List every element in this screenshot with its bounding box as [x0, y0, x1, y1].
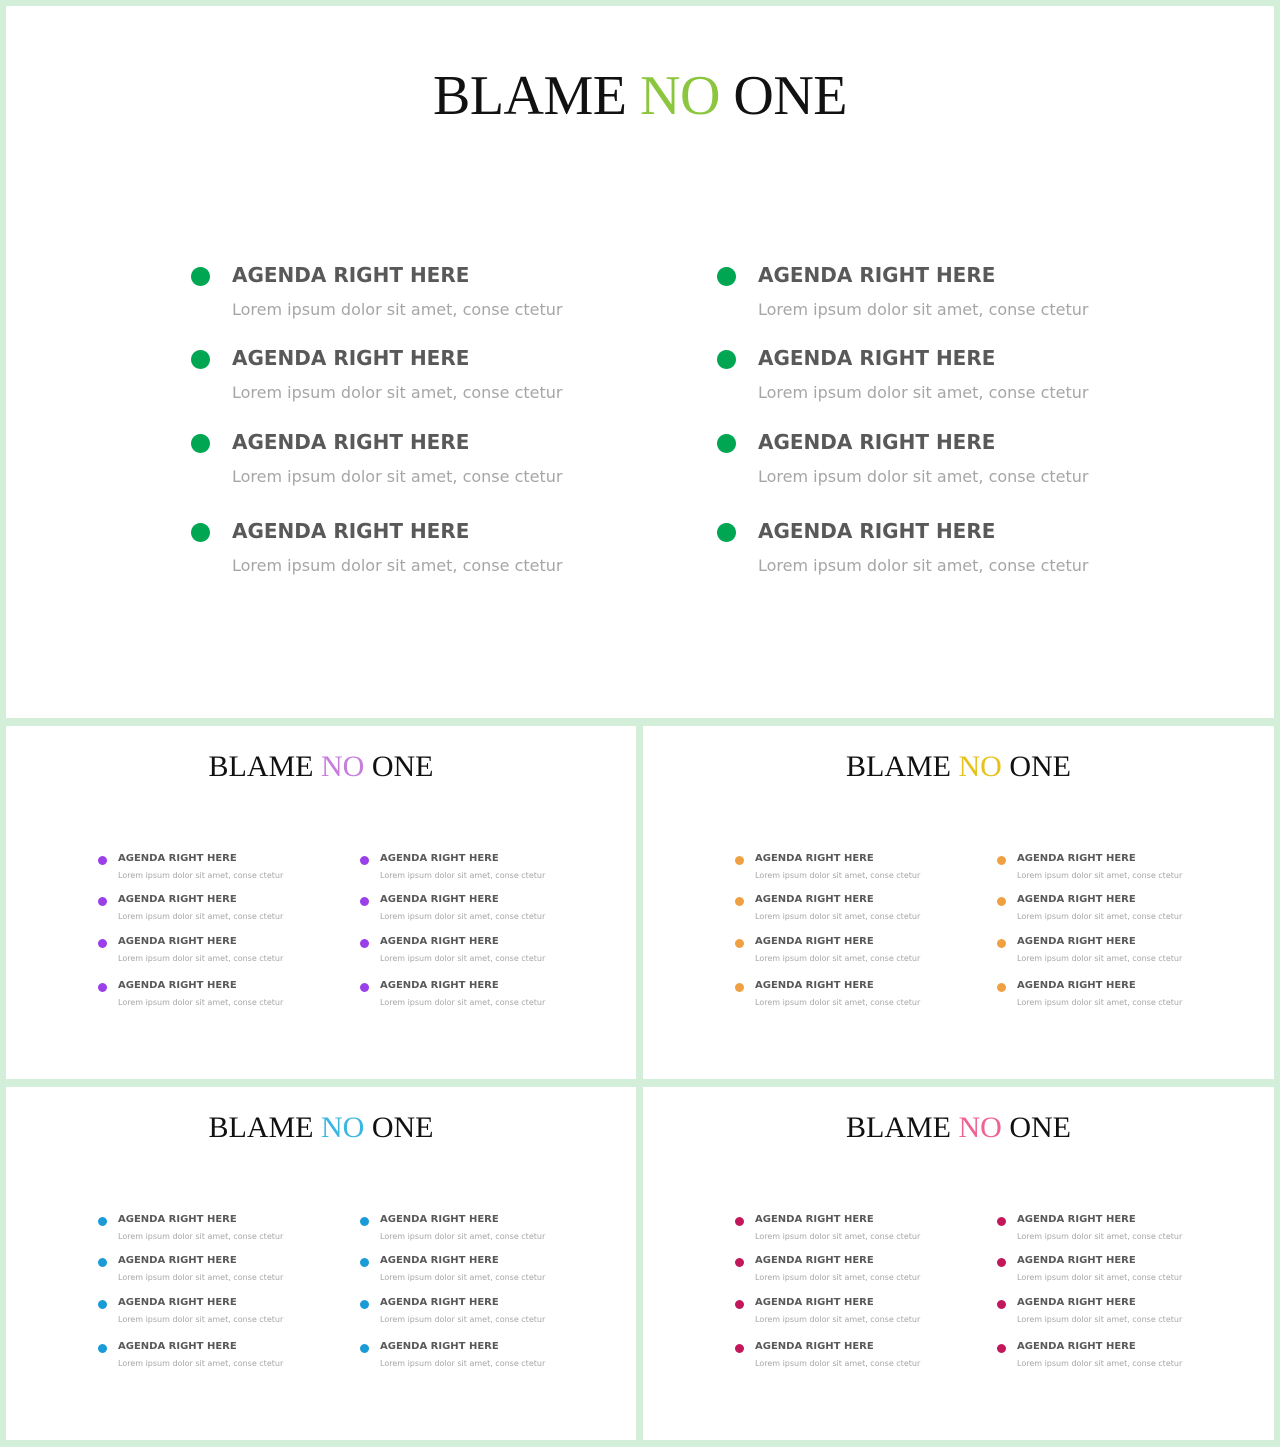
title-accent: NO [640, 65, 720, 127]
title-part-1: BLAME [433, 65, 640, 127]
title-part-1: BLAME [846, 1111, 959, 1144]
agenda-heading: AGENDA RIGHT HERE [1017, 1214, 1136, 1225]
bullet-dot-icon [735, 939, 744, 948]
bullet-dot-icon [997, 1258, 1006, 1267]
bullet-dot-icon [360, 939, 369, 948]
bullet-dot-icon [191, 434, 210, 453]
agenda-heading: AGENDA RIGHT HERE [1017, 980, 1136, 991]
bullet-dot-icon [997, 1344, 1006, 1353]
bullet-dot-icon [735, 983, 744, 992]
agenda-text: Lorem ipsum dolor sit amet, conse ctetur [118, 871, 284, 880]
agenda-text: Lorem ipsum dolor sit amet, conse ctetur [1017, 954, 1183, 963]
bullet-dot-icon [735, 897, 744, 906]
agenda-heading: AGENDA RIGHT HERE [380, 936, 499, 947]
agenda-text: Lorem ipsum dolor sit amet, conse ctetur [755, 954, 921, 963]
agenda-heading: AGENDA RIGHT HERE [380, 853, 499, 864]
agenda-heading: AGENDA RIGHT HERE [118, 936, 237, 947]
agenda-text: Lorem ipsum dolor sit amet, conse ctetur [380, 871, 546, 880]
slide-title [643, 1111, 1274, 1145]
agenda-heading: AGENDA RIGHT HERE [232, 519, 470, 543]
slide-thumbnail-purple[interactable] [6, 726, 636, 1079]
agenda-text: Lorem ipsum dolor sit amet, conse ctetur [118, 1359, 284, 1368]
agenda-heading: AGENDA RIGHT HERE [118, 853, 237, 864]
agenda-heading: AGENDA RIGHT HERE [758, 519, 996, 543]
bullet-dot-icon [735, 1344, 744, 1353]
bullet-dot-icon [735, 856, 744, 865]
agenda-heading: AGENDA RIGHT HERE [755, 1297, 874, 1308]
title-part-2: ONE [364, 1111, 434, 1144]
bullet-dot-icon [997, 1300, 1006, 1309]
title-accent: NO [958, 1111, 1002, 1144]
title-accent: NO [958, 750, 1002, 783]
agenda-heading: AGENDA RIGHT HERE [1017, 936, 1136, 947]
agenda-heading: AGENDA RIGHT HERE [232, 346, 470, 370]
bullet-dot-icon [98, 1300, 107, 1309]
agenda-heading: AGENDA RIGHT HERE [755, 894, 874, 905]
agenda-text: Lorem ipsum dolor sit amet, conse ctetur [232, 300, 563, 319]
slide-thumbnail-orange[interactable] [643, 726, 1274, 1079]
agenda-text: Lorem ipsum dolor sit amet, conse ctetur [755, 1315, 921, 1324]
agenda-heading: AGENDA RIGHT HERE [118, 1341, 237, 1352]
agenda-heading: AGENDA RIGHT HERE [758, 263, 996, 287]
agenda-heading: AGENDA RIGHT HERE [380, 1341, 499, 1352]
bullet-dot-icon [735, 1258, 744, 1267]
bullet-dot-icon [191, 267, 210, 286]
agenda-text: Lorem ipsum dolor sit amet, conse ctetur [118, 1315, 284, 1324]
bullet-dot-icon [997, 983, 1006, 992]
agenda-heading: AGENDA RIGHT HERE [232, 430, 470, 454]
bullet-dot-icon [997, 856, 1006, 865]
agenda-text: Lorem ipsum dolor sit amet, conse ctetur [1017, 998, 1183, 1007]
slide-title [6, 64, 1274, 128]
slide-title [643, 750, 1274, 784]
agenda-text: Lorem ipsum dolor sit amet, conse ctetur [1017, 871, 1183, 880]
agenda-heading: AGENDA RIGHT HERE [380, 1214, 499, 1225]
agenda-heading: AGENDA RIGHT HERE [118, 1255, 237, 1266]
bullet-dot-icon [98, 1344, 107, 1353]
agenda-text: Lorem ipsum dolor sit amet, conse ctetur [118, 954, 284, 963]
title-part-1: BLAME [846, 750, 959, 783]
bullet-dot-icon [717, 267, 736, 286]
agenda-heading: AGENDA RIGHT HERE [758, 346, 996, 370]
slide-main [6, 6, 1274, 718]
agenda-text: Lorem ipsum dolor sit amet, conse ctetur [1017, 912, 1183, 921]
agenda-text: Lorem ipsum dolor sit amet, conse ctetur [755, 1232, 921, 1241]
agenda-heading: AGENDA RIGHT HERE [118, 1297, 237, 1308]
agenda-heading: AGENDA RIGHT HERE [380, 1255, 499, 1266]
agenda-text: Lorem ipsum dolor sit amet, conse ctetur [380, 912, 546, 921]
bullet-dot-icon [717, 350, 736, 369]
title-accent: NO [321, 750, 365, 783]
slide-thumbnail-blue[interactable] [6, 1087, 636, 1440]
title-part-1: BLAME [208, 1111, 321, 1144]
agenda-heading: AGENDA RIGHT HERE [232, 263, 470, 287]
bullet-dot-icon [360, 897, 369, 906]
title-part-1: BLAME [208, 750, 321, 783]
bullet-dot-icon [98, 983, 107, 992]
bullet-dot-icon [735, 1217, 744, 1226]
title-part-2: ONE [719, 65, 847, 127]
bullet-dot-icon [98, 856, 107, 865]
bullet-dot-icon [997, 939, 1006, 948]
agenda-text: Lorem ipsum dolor sit amet, conse ctetur [232, 556, 563, 575]
agenda-text: Lorem ipsum dolor sit amet, conse ctetur [755, 998, 921, 1007]
agenda-text: Lorem ipsum dolor sit amet, conse ctetur [758, 556, 1089, 575]
agenda-text: Lorem ipsum dolor sit amet, conse ctetur [755, 912, 921, 921]
title-part-2: ONE [364, 750, 434, 783]
agenda-text: Lorem ipsum dolor sit amet, conse ctetur [380, 998, 546, 1007]
agenda-text: Lorem ipsum dolor sit amet, conse ctetur [380, 1232, 546, 1241]
agenda-text: Lorem ipsum dolor sit amet, conse ctetur [758, 383, 1089, 402]
agenda-text: Lorem ipsum dolor sit amet, conse ctetur [755, 1273, 921, 1282]
agenda-heading: AGENDA RIGHT HERE [755, 980, 874, 991]
slide-thumbnail-red[interactable] [643, 1087, 1274, 1440]
agenda-text: Lorem ipsum dolor sit amet, conse ctetur [755, 871, 921, 880]
agenda-heading: AGENDA RIGHT HERE [118, 980, 237, 991]
bullet-dot-icon [360, 1217, 369, 1226]
slide-title [6, 1111, 636, 1145]
agenda-heading: AGENDA RIGHT HERE [118, 1214, 237, 1225]
agenda-heading: AGENDA RIGHT HERE [755, 1341, 874, 1352]
agenda-heading: AGENDA RIGHT HERE [1017, 1341, 1136, 1352]
agenda-text: Lorem ipsum dolor sit amet, conse ctetur [380, 1315, 546, 1324]
bullet-dot-icon [360, 983, 369, 992]
bullet-dot-icon [717, 434, 736, 453]
agenda-text: Lorem ipsum dolor sit amet, conse ctetur [232, 383, 563, 402]
bullet-dot-icon [98, 1258, 107, 1267]
agenda-text: Lorem ipsum dolor sit amet, conse ctetur [758, 300, 1089, 319]
bullet-dot-icon [98, 897, 107, 906]
agenda-heading: AGENDA RIGHT HERE [755, 853, 874, 864]
agenda-heading: AGENDA RIGHT HERE [1017, 853, 1136, 864]
agenda-text: Lorem ipsum dolor sit amet, conse ctetur [232, 467, 563, 486]
agenda-text: Lorem ipsum dolor sit amet, conse ctetur [758, 467, 1089, 486]
bullet-dot-icon [360, 1258, 369, 1267]
agenda-text: Lorem ipsum dolor sit amet, conse ctetur [380, 954, 546, 963]
agenda-text: Lorem ipsum dolor sit amet, conse ctetur [380, 1359, 546, 1368]
bullet-dot-icon [997, 897, 1006, 906]
agenda-text: Lorem ipsum dolor sit amet, conse ctetur [1017, 1232, 1183, 1241]
title-part-2: ONE [1001, 750, 1071, 783]
bullet-dot-icon [191, 523, 210, 542]
bullet-dot-icon [717, 523, 736, 542]
agenda-heading: AGENDA RIGHT HERE [380, 980, 499, 991]
title-accent: NO [321, 1111, 365, 1144]
agenda-heading: AGENDA RIGHT HERE [755, 1255, 874, 1266]
agenda-heading: AGENDA RIGHT HERE [758, 430, 996, 454]
agenda-text: Lorem ipsum dolor sit amet, conse ctetur [1017, 1315, 1183, 1324]
agenda-heading: AGENDA RIGHT HERE [380, 894, 499, 905]
agenda-heading: AGENDA RIGHT HERE [755, 1214, 874, 1225]
bullet-dot-icon [360, 1300, 369, 1309]
bullet-dot-icon [997, 1217, 1006, 1226]
agenda-text: Lorem ipsum dolor sit amet, conse ctetur [1017, 1273, 1183, 1282]
slide-title [6, 750, 636, 784]
bullet-dot-icon [98, 1217, 107, 1226]
title-part-2: ONE [1001, 1111, 1071, 1144]
bullet-dot-icon [360, 1344, 369, 1353]
agenda-text: Lorem ipsum dolor sit amet, conse ctetur [380, 1273, 546, 1282]
bullet-dot-icon [191, 350, 210, 369]
bullet-dot-icon [735, 1300, 744, 1309]
agenda-heading: AGENDA RIGHT HERE [1017, 1255, 1136, 1266]
agenda-heading: AGENDA RIGHT HERE [380, 1297, 499, 1308]
agenda-text: Lorem ipsum dolor sit amet, conse ctetur [118, 1232, 284, 1241]
agenda-text: Lorem ipsum dolor sit amet, conse ctetur [1017, 1359, 1183, 1368]
agenda-heading: AGENDA RIGHT HERE [1017, 1297, 1136, 1308]
bullet-dot-icon [360, 856, 369, 865]
agenda-text: Lorem ipsum dolor sit amet, conse ctetur [755, 1359, 921, 1368]
agenda-heading: AGENDA RIGHT HERE [1017, 894, 1136, 905]
bullet-dot-icon [98, 939, 107, 948]
agenda-heading: AGENDA RIGHT HERE [118, 894, 237, 905]
agenda-text: Lorem ipsum dolor sit amet, conse ctetur [118, 1273, 284, 1282]
agenda-text: Lorem ipsum dolor sit amet, conse ctetur [118, 912, 284, 921]
agenda-text: Lorem ipsum dolor sit amet, conse ctetur [118, 998, 284, 1007]
agenda-heading: AGENDA RIGHT HERE [755, 936, 874, 947]
